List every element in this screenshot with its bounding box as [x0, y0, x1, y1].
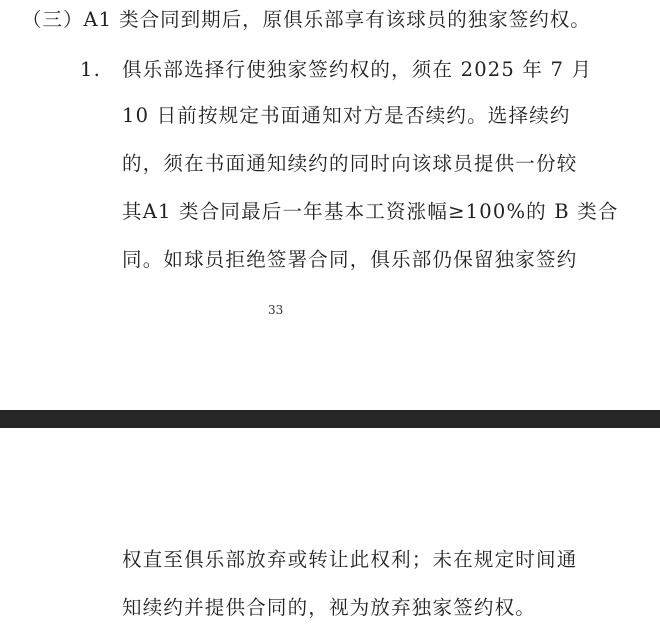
paragraph-line: 权直至俱乐部放弃或转让此权利；未在规定时间通 [122, 548, 578, 571]
paragraph-line: 知续约并提供合同的，视为放弃独家签约权。 [122, 596, 537, 619]
paragraph-line: 的，须在书面通知续约的同时向该球员提供一份较 [122, 152, 578, 175]
paragraph-line: 10 日前按规定书面通知对方是否续约。选择续约 [122, 104, 571, 127]
document-page-bottom [0, 428, 660, 632]
section-heading: （三）A1 类合同到期后，原俱乐部享有该球员的独家签约权。 [22, 8, 591, 31]
page-number: 33 [268, 303, 284, 317]
paragraph-line: 俱乐部选择行使独家签约权的，须在 2025 年 7 月 [122, 58, 593, 81]
list-item-number: 1. [80, 58, 102, 81]
paragraph-line: 同。如球员拒绝签署合同，俱乐部仍保留独家签约 [122, 248, 578, 271]
paragraph-line: 其A1 类合同最后一年基本工资涨幅≥100%的 B 类合 [122, 200, 619, 223]
page-break-divider [0, 410, 660, 428]
